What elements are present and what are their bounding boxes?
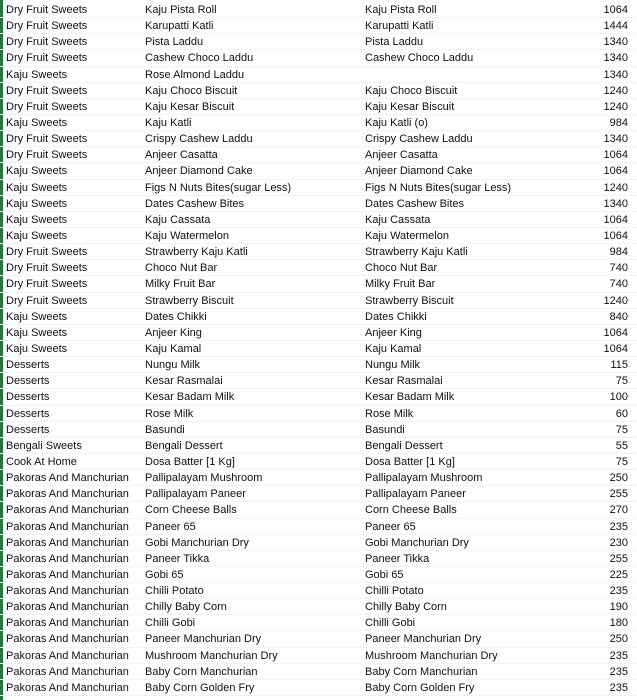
- price-cell: 1064: [603, 342, 628, 355]
- category-cell: Dry Fruit Sweets: [6, 294, 88, 307]
- table-row: [0, 276, 637, 292]
- category-cell: Dry Fruit Sweets: [6, 149, 88, 162]
- display-name-cell: Anjeer Diamond Cake: [365, 165, 473, 178]
- category-cell: Kaju Sweets: [6, 197, 68, 210]
- item-name-cell: Kaju Katli: [145, 116, 192, 129]
- item-name-cell: Chilli Potato: [145, 585, 204, 598]
- item-name-cell: Corn Cheese Balls: [145, 504, 237, 517]
- item-name-cell: Crispy Cashew Laddu: [145, 133, 253, 146]
- price-cell: 255: [609, 552, 628, 565]
- table-row: [0, 357, 637, 373]
- category-cell: Kaju Sweets: [6, 310, 68, 323]
- price-cell: 1064: [603, 149, 628, 162]
- category-cell: Dry Fruit Sweets: [6, 4, 88, 16]
- item-name-cell: Milky Fruit Bar: [145, 278, 216, 291]
- price-cell: 1340: [603, 68, 628, 81]
- item-name-cell: Pallipalayam Mushroom: [145, 472, 263, 485]
- item-name-cell: Kaju Cassata: [145, 213, 211, 226]
- category-cell: Bengali Sweets: [6, 439, 82, 452]
- table-row: [0, 502, 637, 518]
- category-cell: Dry Fruit Sweets: [6, 84, 88, 97]
- display-name-cell: Pista Laddu: [365, 36, 424, 49]
- table-row: [0, 583, 637, 599]
- table-row: [0, 34, 637, 50]
- price-cell: 740: [609, 278, 628, 291]
- price-cell: 75: [615, 423, 628, 436]
- item-name-cell: Strawberry Kaju Katli: [145, 246, 248, 259]
- menu-price-sheet: [0, 2, 637, 696]
- price-cell: 740: [609, 262, 628, 275]
- item-name-cell: Anjeer Diamond Cake: [145, 165, 253, 178]
- table-row: [0, 631, 637, 647]
- item-name-cell: Bengali Dessert: [145, 439, 223, 452]
- display-name-cell: Kaju Watermelon: [365, 229, 449, 242]
- category-cell: Desserts: [6, 407, 50, 420]
- table-row: [0, 180, 637, 196]
- table-row: [0, 309, 637, 325]
- item-name-cell: Chilly Baby Corn: [145, 601, 227, 614]
- display-name-cell: Dates Chikki: [365, 310, 427, 323]
- display-name-cell: Figs N Nuts Bites(sugar Less): [365, 181, 512, 194]
- display-name-cell: Kaju Kamal: [365, 342, 422, 355]
- item-name-cell: Pallipalayam Paneer: [145, 488, 246, 501]
- display-name-cell: Kaju Katli (o): [365, 116, 428, 129]
- display-name-cell: Crispy Cashew Laddu: [365, 133, 473, 146]
- table-row: [0, 83, 637, 99]
- category-cell: Pakoras And Manchurian: [6, 488, 129, 501]
- item-name-cell: Gobi 65: [145, 568, 184, 581]
- category-cell: Dry Fruit Sweets: [6, 278, 88, 291]
- item-name-cell: Basundi: [145, 423, 185, 436]
- display-name-cell: Cashew Choco Laddu: [365, 52, 474, 65]
- category-cell: Kaju Sweets: [6, 213, 68, 226]
- price-cell: 1240: [603, 294, 628, 307]
- item-name-cell: Nungu Milk: [145, 359, 201, 372]
- item-name-cell: Cashew Choco Laddu: [145, 52, 254, 65]
- item-name-cell: Dates Cashew Bites: [145, 197, 245, 210]
- display-name-cell: Nungu Milk: [365, 359, 421, 372]
- item-name-cell: Kaju Pista Roll: [145, 4, 217, 16]
- price-cell: 1340: [603, 133, 628, 146]
- table-row: [0, 67, 637, 83]
- price-cell: 230: [609, 536, 628, 549]
- table-row: [0, 664, 637, 680]
- price-cell: 984: [609, 116, 628, 129]
- item-name-cell: Paneer Manchurian Dry: [145, 633, 262, 646]
- price-cell: 180: [609, 617, 628, 630]
- item-name-cell: Rose Almond Laddu: [145, 68, 245, 81]
- display-name-cell: Paneer Manchurian Dry: [365, 633, 482, 646]
- table-row: [0, 470, 637, 486]
- category-cell: Kaju Sweets: [6, 68, 68, 81]
- category-cell: Pakoras And Manchurian: [6, 649, 129, 662]
- table-row: [0, 341, 637, 357]
- display-name-cell: Kesar Badam Milk: [365, 391, 455, 404]
- table-row: [0, 422, 637, 438]
- category-cell: Desserts: [6, 375, 50, 388]
- category-cell: Cook At Home: [6, 455, 77, 468]
- table-row: [0, 680, 637, 696]
- item-name-cell: Kaju Choco Biscuit: [145, 84, 238, 97]
- price-cell: 225: [609, 568, 628, 581]
- category-cell: Kaju Sweets: [6, 165, 68, 178]
- price-cell: 1064: [603, 213, 628, 226]
- display-name-cell: Strawberry Kaju Katli: [365, 246, 468, 259]
- display-name-cell: Milky Fruit Bar: [365, 278, 436, 291]
- item-name-cell: Baby Corn Manchurian: [145, 665, 258, 678]
- item-name-cell: Chilli Gobi: [145, 617, 196, 630]
- category-cell: Kaju Sweets: [6, 342, 68, 355]
- category-cell: Pakoras And Manchurian: [6, 681, 129, 694]
- item-name-cell: Choco Nut Bar: [145, 262, 218, 275]
- display-name-cell: Bengali Dessert: [365, 439, 443, 452]
- display-name-cell: Baby Corn Golden Fry: [365, 681, 475, 694]
- price-cell: 984: [609, 246, 628, 259]
- item-name-cell: Kesar Badam Milk: [145, 391, 235, 404]
- item-name-cell: Anjeer Casatta: [145, 149, 218, 162]
- display-name-cell: Kaju Kesar Biscuit: [365, 100, 455, 113]
- price-cell: 115: [610, 359, 628, 372]
- price-cell: 60: [615, 407, 628, 420]
- display-name-cell: Kaju Choco Biscuit: [365, 84, 458, 97]
- price-cell: 270: [609, 504, 628, 517]
- category-cell: Pakoras And Manchurian: [6, 601, 129, 614]
- display-name-cell: Choco Nut Bar: [365, 262, 438, 275]
- category-cell: Pakoras And Manchurian: [6, 568, 129, 581]
- display-name-cell: Mushroom Manchurian Dry: [365, 649, 498, 662]
- item-name-cell: Anjeer King: [145, 326, 202, 339]
- price-cell: 1064: [603, 326, 628, 339]
- display-name-cell: Rose Milk: [365, 407, 414, 420]
- category-cell: Pakoras And Manchurian: [6, 536, 129, 549]
- display-name-cell: Baby Corn Manchurian: [365, 665, 478, 678]
- table-row: [0, 373, 637, 389]
- table-row: [0, 389, 637, 405]
- category-cell: Kaju Sweets: [6, 181, 68, 194]
- category-cell: Kaju Sweets: [6, 116, 68, 129]
- table-row: [0, 50, 637, 66]
- category-cell: Pakoras And Manchurian: [6, 633, 129, 646]
- price-cell: 235: [609, 681, 628, 694]
- price-cell: 235: [609, 649, 628, 662]
- table-row: [0, 260, 637, 276]
- price-cell: 190: [609, 601, 628, 614]
- item-name-cell: Strawberry Biscuit: [145, 294, 234, 307]
- category-cell: Dry Fruit Sweets: [6, 100, 88, 113]
- table-row: [0, 438, 637, 454]
- display-name-cell: Dosa Batter [1 Kg]: [365, 455, 455, 468]
- table-row: [0, 18, 637, 34]
- display-name-cell: Paneer 65: [365, 520, 416, 533]
- category-cell: Pakoras And Manchurian: [6, 665, 129, 678]
- display-name-cell: Chilli Potato: [365, 585, 424, 598]
- table-row: [0, 2, 637, 18]
- item-name-cell: Dosa Batter [1 Kg]: [145, 455, 235, 468]
- price-cell: 235: [609, 520, 628, 533]
- table-row: [0, 486, 637, 502]
- display-name-cell: Karupatti Katli: [365, 20, 434, 33]
- item-name-cell: Mushroom Manchurian Dry: [145, 649, 278, 662]
- item-name-cell: Paneer 65: [145, 520, 196, 533]
- display-name-cell: Kaju Cassata: [365, 213, 431, 226]
- display-name-cell: Kesar Rasmalai: [365, 375, 443, 388]
- price-cell: 1240: [603, 100, 628, 113]
- category-cell: Pakoras And Manchurian: [6, 520, 129, 533]
- item-name-cell: Dates Chikki: [145, 310, 207, 323]
- item-name-cell: Baby Corn Golden Fry: [145, 681, 255, 694]
- category-cell: Dry Fruit Sweets: [6, 246, 88, 259]
- price-cell: 840: [609, 310, 628, 323]
- category-cell: Dry Fruit Sweets: [6, 36, 88, 49]
- item-name-cell: Karupatti Katli: [145, 20, 214, 33]
- category-cell: Pakoras And Manchurian: [6, 617, 129, 630]
- display-name-cell: Strawberry Biscuit: [365, 294, 454, 307]
- price-cell: 1240: [603, 181, 628, 194]
- item-name-cell: Figs N Nuts Bites(sugar Less): [145, 181, 292, 194]
- item-name-cell: Gobi Manchurian Dry: [145, 536, 249, 549]
- price-cell: 250: [609, 472, 628, 485]
- price-cell: 1064: [603, 4, 628, 16]
- table-row: [0, 99, 637, 115]
- item-name-cell: Kaju Watermelon: [145, 229, 229, 242]
- price-cell: 1340: [603, 36, 628, 49]
- category-cell: Desserts: [6, 423, 50, 436]
- table-row: [0, 599, 637, 615]
- price-cell: 1064: [603, 229, 628, 242]
- price-cell: 75: [615, 375, 628, 388]
- item-name-cell: Rose Milk: [145, 407, 194, 420]
- category-cell: Dry Fruit Sweets: [6, 133, 88, 146]
- category-cell: Dry Fruit Sweets: [6, 52, 88, 65]
- category-cell: Kaju Sweets: [6, 229, 68, 242]
- price-cell: 235: [609, 585, 628, 598]
- display-name-cell: Anjeer King: [365, 326, 422, 339]
- price-cell: 1444: [603, 20, 628, 33]
- table-row: [0, 147, 637, 163]
- display-name-cell: Anjeer Casatta: [365, 149, 438, 162]
- table-row: [0, 551, 637, 567]
- table-row: [0, 454, 637, 470]
- item-name-cell: Kaju Kamal: [145, 342, 202, 355]
- category-cell: Pakoras And Manchurian: [6, 504, 129, 517]
- price-cell: 1340: [603, 197, 628, 210]
- price-cell: 235: [609, 665, 628, 678]
- category-cell: Desserts: [6, 391, 50, 404]
- price-cell: 1240: [603, 84, 628, 97]
- price-cell: 255: [609, 488, 628, 501]
- table-row: [0, 293, 637, 309]
- table-row: [0, 244, 637, 260]
- item-name-cell: Paneer Tikka: [145, 552, 210, 565]
- display-name-cell: Gobi 65: [365, 568, 404, 581]
- category-cell: Dry Fruit Sweets: [6, 262, 88, 275]
- category-cell: Kaju Sweets: [6, 326, 68, 339]
- price-cell: 100: [609, 391, 628, 404]
- display-name-cell: Basundi: [365, 423, 405, 436]
- price-cell: 1064: [603, 165, 628, 178]
- table-row: [0, 325, 637, 341]
- display-name-cell: Pallipalayam Paneer: [365, 488, 466, 501]
- category-cell: Pakoras And Manchurian: [6, 585, 129, 598]
- price-cell: 75: [615, 455, 628, 468]
- display-name-cell: Gobi Manchurian Dry: [365, 536, 469, 549]
- display-name-cell: Corn Cheese Balls: [365, 504, 457, 517]
- table-row: [0, 196, 637, 212]
- category-cell: Pakoras And Manchurian: [6, 472, 129, 485]
- display-name-cell: Chilli Gobi: [365, 617, 416, 630]
- table-row: [0, 131, 637, 147]
- item-name-cell: Kesar Rasmalai: [145, 375, 223, 388]
- table-row: [0, 228, 637, 244]
- table-row: [0, 115, 637, 131]
- table-row: [0, 406, 637, 422]
- display-name-cell: Dates Cashew Bites: [365, 197, 465, 210]
- table-row: [0, 212, 637, 228]
- category-cell: Desserts: [6, 359, 50, 372]
- table-row: [0, 519, 637, 535]
- display-name-cell: Paneer Tikka: [365, 552, 430, 565]
- display-name-cell: Chilly Baby Corn: [365, 601, 447, 614]
- item-name-cell: Kaju Kesar Biscuit: [145, 100, 235, 113]
- price-cell: 55: [615, 439, 628, 452]
- price-cell: 1340: [603, 52, 628, 65]
- table-row: [0, 535, 637, 551]
- display-name-cell: Pallipalayam Mushroom: [365, 472, 483, 485]
- table-row: [0, 615, 637, 631]
- category-cell: Dry Fruit Sweets: [6, 20, 88, 33]
- table-row: [0, 567, 637, 583]
- price-cell: 250: [609, 633, 628, 646]
- display-name-cell: Kaju Pista Roll: [365, 4, 437, 16]
- table-row: [0, 648, 637, 664]
- table-row: [0, 163, 637, 179]
- item-name-cell: Pista Laddu: [145, 36, 204, 49]
- category-cell: Pakoras And Manchurian: [6, 552, 129, 565]
